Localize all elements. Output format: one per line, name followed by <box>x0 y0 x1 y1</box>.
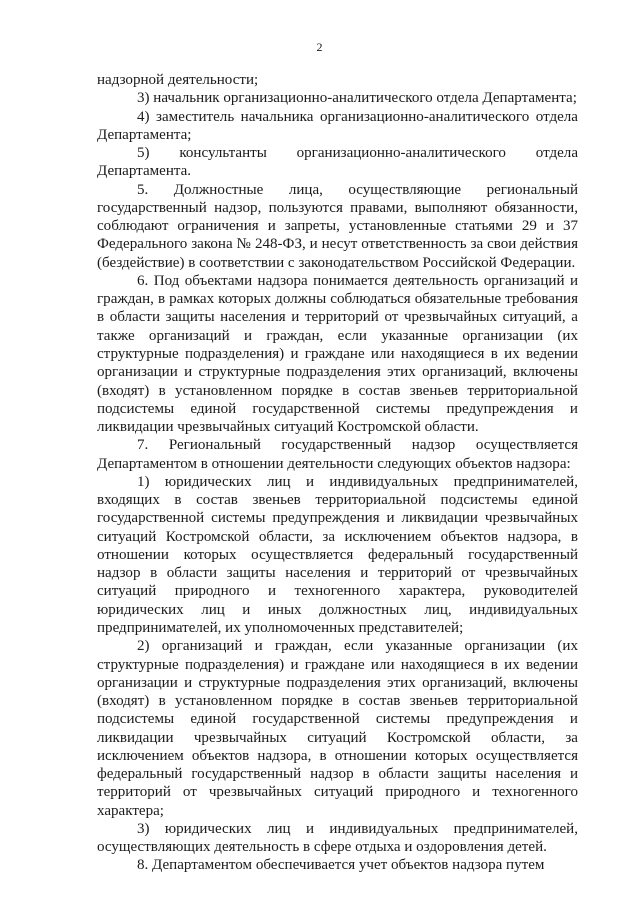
paragraph: 6. Под объектами надзора понимается деятельность организаций и граждан, в рамках которых должны соблюдаться обязательные требования в области защиты населения и территорий от чрезвычайных ситуаций, а также организаций и граждан, если указанные организации (их структурные подразделения) и граждане или находящиеся в их ведении организации и структурные подразделения этих организаций, включены (входят) в установленном порядке в состав звеньев территориальной подсистемы единой государственной системы предупреждения и ликвидации чрезвычайных ситуаций Костромской области. <box>97 272 578 436</box>
paragraph: 1) юридических лиц и индивидуальных предпринимателей, входящих в состав звеньев территориальной подсистемы единой государственной системы предупреждения и ликвидации чрезвычайных ситуаций Костромской области, за исключением объектов надзора, в отношении которых осуществляется федеральный государственный надзор в области защиты населения и территорий от чрезвычайных ситуаций природного и техногенного характера, руководителей юридических лиц и иных должностных лиц, индивидуальных предпринимателей, их уполномоченных представителей; <box>97 473 578 636</box>
paragraph: 5. Должностные лица, осуществляющие региональный государственный надзор, пользуются правами, выполняют обязанности, соблюдают ограничения и запреты, установленные статьями 29 и 37 Федерального закона № 248-ФЗ, и несут ответственность за свои действия (бездействие) в соответствии с законодательством Российской Федерации. <box>97 181 578 271</box>
paragraph: 3) юридических лиц и индивидуальных предпринимателей, осуществляющих деятельность в сфере отдыха и оздоровления детей. <box>97 820 578 856</box>
paragraph: 8. Департаментом обеспечивается учет объектов надзора путем <box>137 857 545 874</box>
document-body <box>97 71 578 875</box>
paragraph: 3) начальник организационно-аналитического отдела Департамента; <box>137 90 577 107</box>
paragraph: 5) консультанты организационно-аналитического отдела Департамента. <box>97 145 578 180</box>
page-number: 2 <box>316 40 323 54</box>
paragraph: 4) заместитель начальника организационно-аналитического отдела Департамента; <box>97 108 578 143</box>
paragraph: 7. Региональный государственный надзор осуществляется Департаментом в отношении деятельности следующих объектов надзора: <box>97 437 578 472</box>
paragraph: надзорной деятельности; <box>97 72 259 88</box>
paragraph: 2) организаций и граждан, если указанные организации (их структурные подразделения) и граждане или находящиеся в их ведении организации и структурные подразделения этих организаций, включены (входят) в установленном порядке в состав звеньев территориальной подсистемы единой государственной системы предупреждения и ликвидации чрезвычайных ситуаций Костромской области, за исключением объектов надзора, в отношении которых осуществляется федеральный государственный надзор в области защиты населения и территорий от чрезвычайных ситуаций природного и техногенного характера; <box>97 638 578 819</box>
